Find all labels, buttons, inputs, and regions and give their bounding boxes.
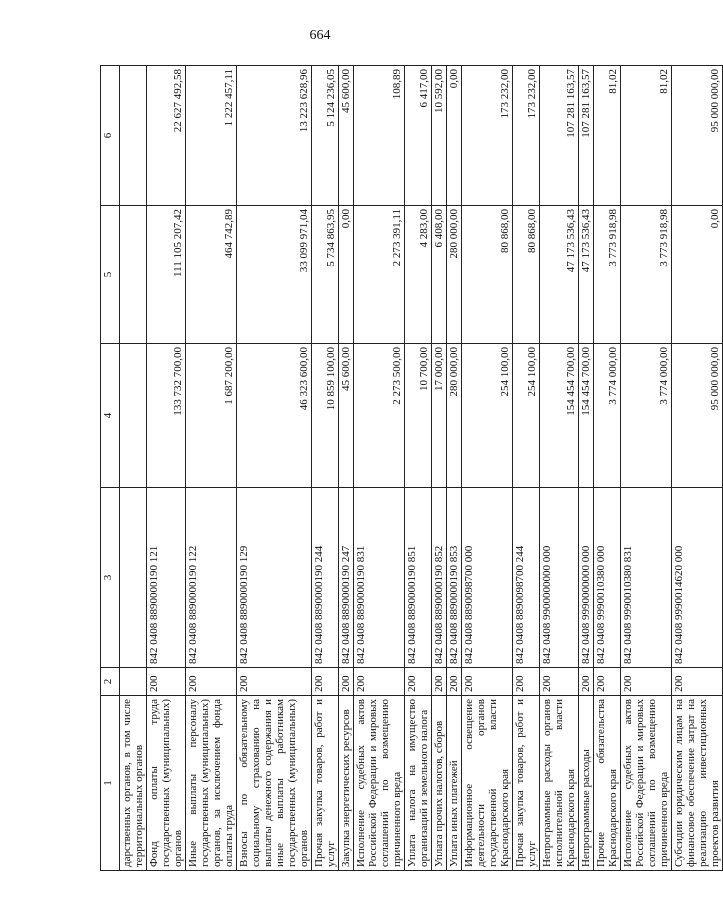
row-remaining-amount: 45 600,00 [339,66,354,206]
row-approved-amount: 154 454 700,00 [579,344,594,488]
row-approved-amount: 17 000,00 [432,344,447,488]
row-executed-amount: 464 742,89 [186,206,237,344]
row-remaining-amount: 81,02 [621,66,672,206]
row-description: Прочая закупка товаров, работ и услуг [513,696,540,871]
row-budget-code: 842 0408 8890000190 851 [405,488,432,668]
row-budget-code: 842 0408 9990010380 000 [594,488,621,668]
row-executed-amount: 0,00 [672,206,723,344]
row-executed-amount: 80 868,00 [513,206,540,344]
row-section-code: 200 [405,668,432,696]
row-description: Информационное освещение деятельности органов государственной власти Краснодарского края [462,696,513,871]
row-description: Прочие обязательства Краснодарского края [594,696,621,871]
row-description: Субсидии юридическим лицам на финансовое обеспечение затрат на реализацию инвестиционных проектов развития [672,696,723,871]
row-approved-amount: 1 687 200,00 [186,344,237,488]
row-remaining-amount: 173 232,00 [462,66,513,206]
row-section-code: 200 [540,668,579,696]
row-remaining-amount: 22 627 492,58 [147,66,186,206]
row-section-code: 200 [186,668,237,696]
row-approved-amount: 10 859 100,00 [312,344,339,488]
row-description: дарственных органов, в том числе территориальных органов [120,696,147,871]
row-remaining-amount [120,66,147,206]
row-budget-code: 842 0408 8890098700 244 [513,488,540,668]
table-row [339,66,354,871]
row-description: Непрограммные расходы органов исполнительной власти Краснодарского края [540,696,579,871]
row-description: Уплата прочих налогов, сборов [432,696,447,871]
row-executed-amount: 111 105 207,42 [147,206,186,344]
row-section-code: 200 [237,668,312,696]
page-number: 664 [309,28,331,43]
row-section-code: 200 [432,668,447,696]
row-budget-code: 842 0408 8890000190 244 [312,488,339,668]
row-description: Закупка энергетических ресурсов [339,696,354,871]
row-remaining-amount: 0,00 [447,66,462,206]
row-remaining-amount: 173 232,00 [513,66,540,206]
table-row [513,66,540,871]
row-executed-amount: 6 408,00 [432,206,447,344]
row-approved-amount: 133 732 700,00 [147,344,186,488]
row-section-code: 200 [339,668,354,696]
table-row [405,66,432,871]
row-budget-code: 842 0408 8890000190 247 [339,488,354,668]
column-header: 4 [101,344,120,488]
column-header: 1 [101,696,120,871]
table-row [312,66,339,871]
row-section-code: 200 [579,668,594,696]
row-approved-amount [120,344,147,488]
row-description: Взносы по обязательному социальному страхованию на выплаты денежного содержания и иные выплаты работникам государственных (муниципальных) органов [237,696,312,871]
row-budget-code: 842 0408 9990014620 000 [672,488,723,668]
row-remaining-amount: 81,02 [594,66,621,206]
row-section-code: 200 [354,668,405,696]
row-approved-amount: 45 600,00 [339,344,354,488]
row-remaining-amount: 5 124 236,05 [312,66,339,206]
row-executed-amount: 4 283,00 [405,206,432,344]
row-approved-amount: 10 700,00 [405,344,432,488]
row-executed-amount: 80 868,00 [462,206,513,344]
table-row [147,66,186,871]
row-budget-code: 842 0408 8890000190 853 [447,488,462,668]
row-remaining-amount: 13 223 628,96 [237,66,312,206]
row-section-code: 200 [147,668,186,696]
row-approved-amount: 46 323 600,00 [237,344,312,488]
column-header: 5 [101,206,120,344]
table-row [462,66,513,871]
table-row [447,66,462,871]
row-approved-amount: 154 454 700,00 [540,344,579,488]
row-remaining-amount: 108,89 [354,66,405,206]
row-section-code [120,668,147,696]
row-budget-code: 842 0408 8890000190 831 [354,488,405,668]
row-description: Уплата налога на имущество организаций и земельного налога [405,696,432,871]
row-approved-amount: 3 774 000,00 [621,344,672,488]
row-remaining-amount: 95 000 000,00 [672,66,723,206]
row-executed-amount: 2 273 391,11 [354,206,405,344]
row-section-code: 200 [447,668,462,696]
row-budget-code: 842 0408 9900000000 000 [540,488,579,668]
row-budget-code: 842 0408 8890000190 129 [237,488,312,668]
row-section-code: 200 [621,668,672,696]
row-budget-code [120,488,147,668]
table-row [621,66,672,871]
row-remaining-amount: 107 281 163,57 [540,66,579,206]
table-row [672,66,723,871]
row-executed-amount: 3 773 918,98 [594,206,621,344]
table-header-row [101,66,120,871]
row-description: Уплата иных платежей [447,696,462,871]
row-approved-amount: 254 100,00 [513,344,540,488]
budget-execution-table [100,65,723,871]
row-executed-amount: 47 173 536,43 [579,206,594,344]
row-executed-amount: 3 773 918,98 [621,206,672,344]
row-approved-amount: 254 100,00 [462,344,513,488]
row-remaining-amount: 107 281 163,57 [579,66,594,206]
row-approved-amount: 280 000,00 [447,344,462,488]
rotated-table-container [100,66,721,871]
column-header: 3 [101,488,120,668]
row-section-code: 200 [312,668,339,696]
table-row [432,66,447,871]
row-section-code: 200 [672,668,723,696]
row-budget-code: 842 0408 8890000190 121 [147,488,186,668]
row-remaining-amount: 1 222 457,11 [186,66,237,206]
table-row [594,66,621,871]
row-budget-code: 842 0408 8890000190 852 [432,488,447,668]
table-row [354,66,405,871]
row-approved-amount: 2 273 500,00 [354,344,405,488]
row-description: Фонд оплаты труда государственных (муниципальных) органов [147,696,186,871]
row-remaining-amount: 10 592,00 [432,66,447,206]
table-row [237,66,312,871]
row-executed-amount: 33 099 971,04 [237,206,312,344]
row-budget-code: 842 0408 8890098700 000 [462,488,513,668]
row-description: Исполнение судебных актов Российской Федерации и мировых соглашений по возмещению причиненного вреда [354,696,405,871]
row-section-code: 200 [513,668,540,696]
row-description: Исполнение судебных актов Российской Федерации и мировых соглашений по возмещению причиненного вреда [621,696,672,871]
row-description: Прочая закупка товаров, работ и услуг [312,696,339,871]
row-section-code: 200 [594,668,621,696]
row-executed-amount [120,206,147,344]
column-header: 6 [101,66,120,206]
table-row [540,66,579,871]
column-header: 2 [101,668,120,696]
row-section-code: 200 [462,668,513,696]
row-description: Иные выплаты персоналу государственных (муниципальных) органов, за исключением фонда оплаты труда [186,696,237,871]
row-executed-amount: 47 173 536,43 [540,206,579,344]
row-description: Непрограммные расходы [579,696,594,871]
table-row [579,66,594,871]
table-body [120,66,723,871]
row-executed-amount: 5 734 863,95 [312,206,339,344]
row-executed-amount: 0,00 [339,206,354,344]
table-row [120,66,147,871]
row-remaining-amount: 6 417,00 [405,66,432,206]
row-budget-code: 842 0408 9990000000 000 [579,488,594,668]
row-executed-amount: 280 000,00 [447,206,462,344]
row-budget-code: 842 0408 8890000190 122 [186,488,237,668]
row-approved-amount: 3 774 000,00 [594,344,621,488]
row-budget-code: 842 0408 9990010380 831 [621,488,672,668]
row-approved-amount: 95 000 000,00 [672,344,723,488]
table-row [186,66,237,871]
